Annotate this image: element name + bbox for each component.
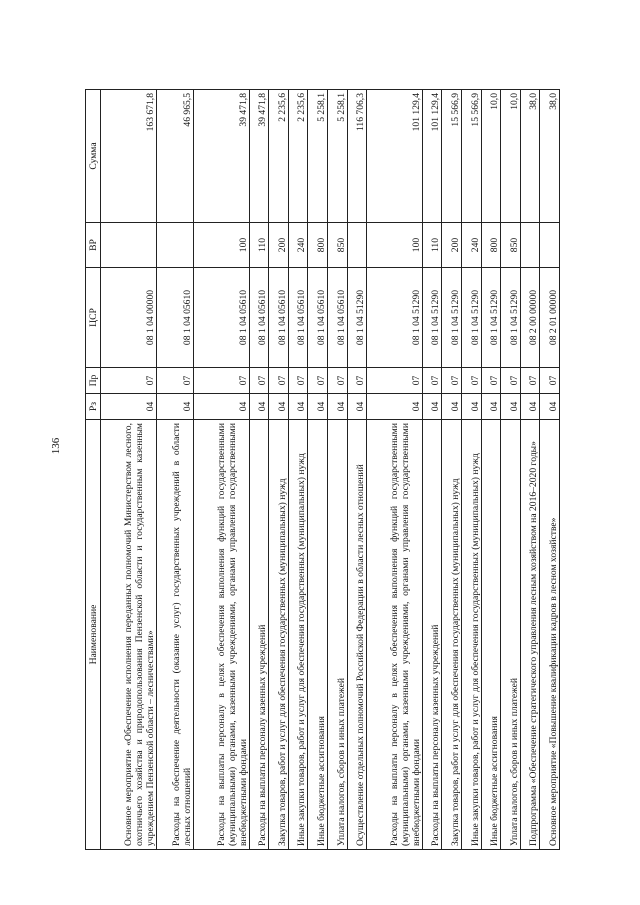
cell-csr: 08 1 04 05610 <box>328 268 348 368</box>
cell-pr: 07 <box>540 368 560 394</box>
cell-pr: 07 <box>347 368 367 394</box>
cell-rz: 04 <box>501 394 521 420</box>
cell-vr: 200 <box>442 223 462 268</box>
cell-sum: 101 129,4 <box>367 90 423 223</box>
cell-sum: 39 471,8 <box>194 90 250 223</box>
cell-vr <box>347 223 367 268</box>
cell-sum: 10,0 <box>501 90 521 223</box>
cell-pr: 07 <box>367 368 423 394</box>
cell-vr: 100 <box>194 223 250 268</box>
cell-name: Расходы на выплаты персоналу казенных учреждений <box>249 420 269 850</box>
cell-rz: 04 <box>328 394 348 420</box>
cell-sum: 38,0 <box>540 90 560 223</box>
cell-csr: 08 1 04 05610 <box>194 268 250 368</box>
cell-name: Основное мероприятие «Повышение квалификации кадров в лесном хозяйстве» <box>540 420 560 850</box>
header-pr: Пр <box>86 368 101 394</box>
table-row <box>156 90 194 850</box>
cell-rz: 04 <box>442 394 462 420</box>
cell-vr: 800 <box>308 223 328 268</box>
table-row <box>249 90 269 850</box>
cell-pr: 07 <box>442 368 462 394</box>
cell-rz: 04 <box>540 394 560 420</box>
cell-rz: 04 <box>461 394 481 420</box>
table-row <box>540 90 560 850</box>
cell-pr: 07 <box>249 368 269 394</box>
table-row <box>347 90 367 850</box>
cell-rz: 04 <box>194 394 250 420</box>
header-name: Наименование <box>86 420 101 850</box>
table-header-row <box>86 90 101 850</box>
cell-sum: 10,0 <box>481 90 501 223</box>
cell-name: Закупка товаров, работ и услуг для обеспечения государственных (муниципальных) нужд <box>269 420 289 850</box>
table-row <box>308 90 328 850</box>
cell-pr: 07 <box>481 368 501 394</box>
cell-rz: 04 <box>156 394 194 420</box>
cell-csr: 08 2 00 00000 <box>520 268 540 368</box>
cell-rz: 04 <box>422 394 442 420</box>
cell-rz: 04 <box>367 394 423 420</box>
table-row <box>101 90 157 850</box>
page-number: 136 <box>50 437 62 455</box>
cell-csr: 08 1 04 05610 <box>249 268 269 368</box>
cell-rz: 04 <box>520 394 540 420</box>
cell-vr: 110 <box>422 223 442 268</box>
cell-name: Иные бюджетные ассигнования <box>481 420 501 850</box>
table-row <box>501 90 521 850</box>
cell-sum: 46 965,5 <box>156 90 194 223</box>
table-row <box>269 90 289 850</box>
cell-rz: 04 <box>481 394 501 420</box>
table-row <box>422 90 442 850</box>
cell-vr <box>101 223 157 268</box>
table-row <box>328 90 348 850</box>
cell-rz: 04 <box>269 394 289 420</box>
cell-csr: 08 1 04 51290 <box>501 268 521 368</box>
table-row <box>481 90 501 850</box>
cell-pr: 07 <box>422 368 442 394</box>
cell-pr: 07 <box>269 368 289 394</box>
cell-csr: 08 1 04 05610 <box>308 268 328 368</box>
cell-sum: 15 566,9 <box>442 90 462 223</box>
cell-name: Уплата налогов, сборов и иных платежей <box>328 420 348 850</box>
cell-pr: 07 <box>156 368 194 394</box>
table-row <box>520 90 540 850</box>
cell-rz: 04 <box>288 394 308 420</box>
budget-table <box>85 89 560 850</box>
cell-csr: 08 2 01 00000 <box>540 268 560 368</box>
cell-rz: 04 <box>249 394 269 420</box>
cell-csr: 08 1 04 51290 <box>442 268 462 368</box>
cell-name: Подпрограмма «Обеспечение стратегического управления лесным хозяйством на 2016–2020 годы» <box>520 420 540 850</box>
cell-name: Уплата налогов, сборов и иных платежей <box>501 420 521 850</box>
cell-vr: 240 <box>288 223 308 268</box>
cell-pr: 07 <box>501 368 521 394</box>
cell-sum: 38,0 <box>520 90 540 223</box>
cell-pr: 07 <box>461 368 481 394</box>
cell-vr: 850 <box>501 223 521 268</box>
cell-name: Иные закупки товаров, работ и услуг для обеспечения государственных (муниципальных) нужд <box>461 420 481 850</box>
cell-sum: 5 258,1 <box>328 90 348 223</box>
header-csr: ЦСР <box>86 268 101 368</box>
cell-name: Расходы на выплаты персоналу в целях обеспечения выполнения функций государственными (муниципальными) органами, казенными учреждениями, органами управления государственными внебюджетными фондами <box>194 420 250 850</box>
cell-name: Основное мероприятие «Обеспечение исполнения переданных полномочий Министерством лесного, охотничьего хозяйства и природопользования Пензенской области и государственным казенным учреждением Пензенской области – лесничествами» <box>101 420 157 850</box>
cell-vr: 850 <box>328 223 348 268</box>
cell-csr: 08 1 04 51290 <box>347 268 367 368</box>
cell-pr: 07 <box>101 368 157 394</box>
cell-sum: 163 671,8 <box>101 90 157 223</box>
cell-sum: 2 235,6 <box>269 90 289 223</box>
cell-vr: 200 <box>269 223 289 268</box>
cell-rz: 04 <box>308 394 328 420</box>
cell-name: Осуществление отдельных полномочий Российской Федерации в области лесных отношений <box>347 420 367 850</box>
cell-vr: 110 <box>249 223 269 268</box>
cell-vr: 800 <box>481 223 501 268</box>
table-row <box>288 90 308 850</box>
cell-csr: 08 1 04 05610 <box>288 268 308 368</box>
cell-name: Иные закупки товаров, работ и услуг для обеспечения государственных (муниципальных) нужд <box>288 420 308 850</box>
cell-sum: 2 235,6 <box>288 90 308 223</box>
cell-vr: 100 <box>367 223 423 268</box>
header-vr: ВР <box>86 223 101 268</box>
cell-pr: 07 <box>520 368 540 394</box>
table-row <box>194 90 250 850</box>
cell-name: Расходы на обеспечение деятельности (оказание услуг) государственных учреждений в области лесных отношений <box>156 420 194 850</box>
table-row <box>461 90 481 850</box>
budget-table-container <box>85 90 560 850</box>
cell-csr: 08 1 04 51290 <box>461 268 481 368</box>
cell-sum: 5 258,1 <box>308 90 328 223</box>
cell-sum: 116 706,3 <box>347 90 367 223</box>
table-row <box>367 90 423 850</box>
cell-pr: 07 <box>328 368 348 394</box>
cell-csr: 08 1 04 05610 <box>269 268 289 368</box>
header-rz: Рз <box>86 394 101 420</box>
cell-sum: 101 129,4 <box>422 90 442 223</box>
cell-name: Расходы на выплаты персоналу казенных учреждений <box>422 420 442 850</box>
cell-csr: 08 1 04 05610 <box>156 268 194 368</box>
cell-pr: 07 <box>194 368 250 394</box>
cell-vr <box>540 223 560 268</box>
cell-pr: 07 <box>308 368 328 394</box>
cell-name: Закупка товаров, работ и услуг для обеспечения государственных (муниципальных) нужд <box>442 420 462 850</box>
cell-pr: 07 <box>288 368 308 394</box>
cell-csr: 08 1 04 51290 <box>422 268 442 368</box>
table-row <box>442 90 462 850</box>
cell-vr: 240 <box>461 223 481 268</box>
cell-name: Иные бюджетные ассигнования <box>308 420 328 850</box>
cell-vr <box>520 223 540 268</box>
cell-csr: 08 1 04 51290 <box>481 268 501 368</box>
cell-vr <box>156 223 194 268</box>
cell-name: Расходы на выплаты персоналу в целях обеспечения выполнения функций государственными (муниципальными) органами, казенными учреждениями, органами управления государственными внебюджетными фондами <box>367 420 423 850</box>
cell-sum: 39 471,8 <box>249 90 269 223</box>
cell-csr: 08 1 04 00000 <box>101 268 157 368</box>
header-sum: Сумма <box>86 90 101 223</box>
cell-sum: 15 566,9 <box>461 90 481 223</box>
cell-rz: 04 <box>347 394 367 420</box>
cell-csr: 08 1 04 51290 <box>367 268 423 368</box>
cell-rz: 04 <box>101 394 157 420</box>
